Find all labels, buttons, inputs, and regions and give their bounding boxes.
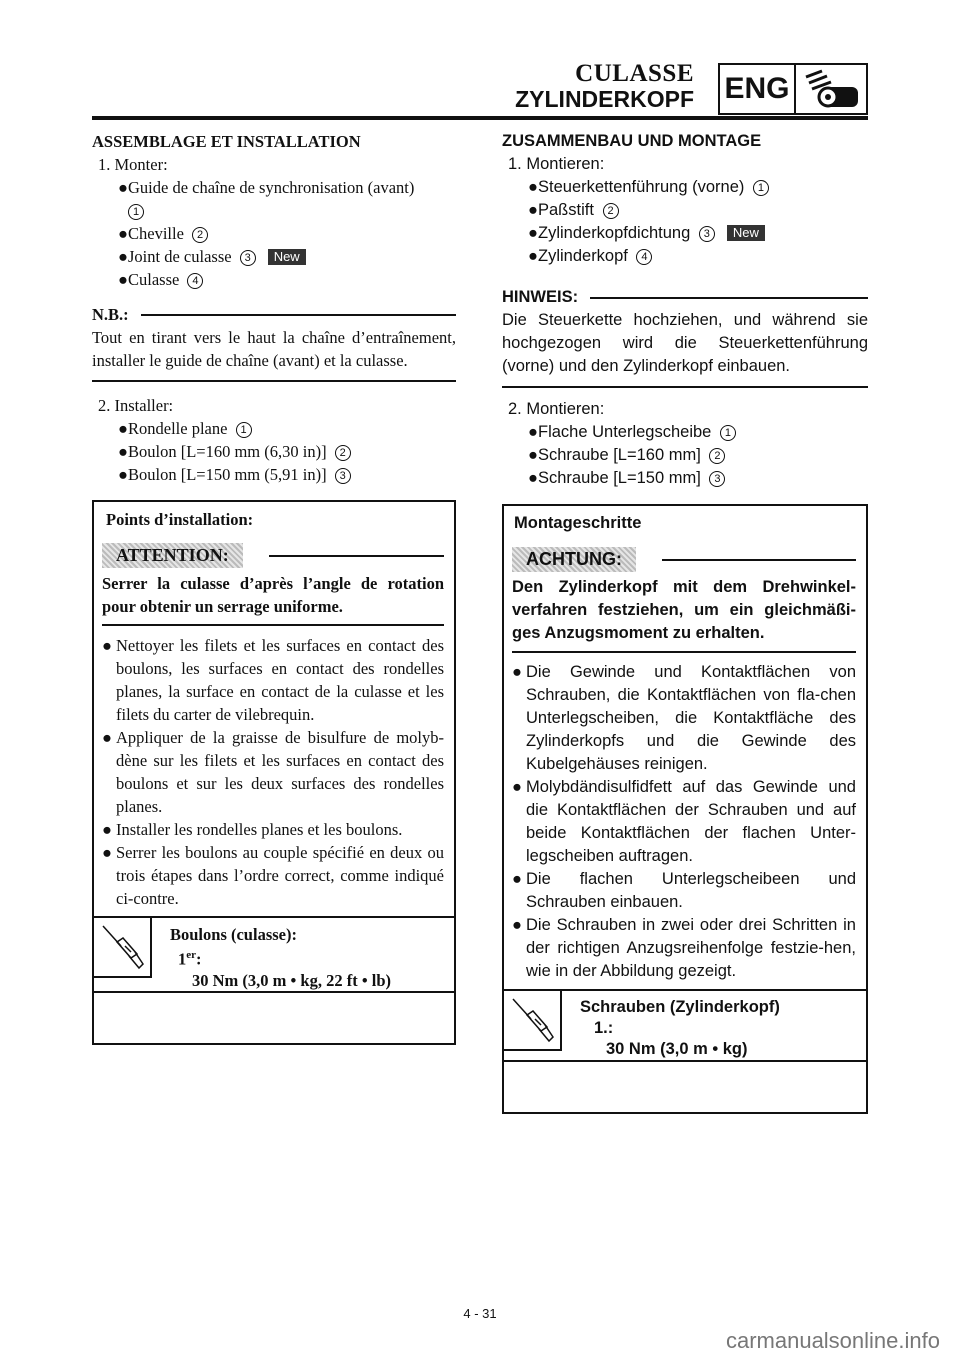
callout-number: 3	[240, 250, 256, 266]
caution-text: Den Zylinderkopf mit dem Drehwinkel-verfahren festziehen, um ein gleichmäßi-ges Anzugsmoment zu erhalten.	[512, 576, 856, 653]
bullet-item: ● Nettoyer les filets et les surfaces en contact des boulons, les surfaces en contact des rondelles planes, la surface en contact de la culasse et les filets du carter de vilebrequin.	[102, 636, 444, 724]
bullet-item: ● Molybdändisulfidfett auf das Gewinde und die Kontaktflächen der Schrauben und auf beide Kontaktflächen der flachen Unter-legscheiben auftragen.	[512, 778, 856, 865]
installation-box	[502, 504, 868, 1114]
list-item: ● Boulon [L=160 mm (6,30 in)] 2	[92, 440, 456, 463]
bullet-item: ● Appliquer de la graisse de bisulfure de molyb-dène sur les filets et les surfaces en contact des boulons et sur les deux surfaces des rondelles planes.	[102, 728, 444, 816]
french-column	[92, 130, 456, 1045]
callout-number: 1	[236, 422, 252, 438]
step-label: 1. Montieren:	[508, 155, 605, 173]
callout-number: 2	[709, 448, 725, 464]
bullet-item: ● Die flachen Unterlegscheibeen und Schrauben einbauen.	[512, 870, 856, 911]
torque-value: 30 Nm (3,0 m • kg, 22 ft • lb)	[192, 970, 391, 990]
installation-box	[92, 500, 456, 1045]
note-label: N.B.:	[92, 305, 129, 324]
step-label: 2. Installer:	[98, 396, 174, 415]
bullet-list	[512, 661, 856, 983]
list-item: ● Culasse 4	[92, 268, 456, 291]
list-item: ● Flache Unterlegscheibe 1	[502, 421, 868, 444]
callout-number: 1	[720, 425, 736, 441]
torque-value: 30 Nm (3,0 m • kg)	[606, 1040, 748, 1058]
callout-number: 4	[187, 273, 203, 289]
torque-spec	[504, 989, 866, 1060]
bullet-list	[102, 634, 444, 910]
header-rule	[92, 116, 868, 120]
callout-number: 3	[335, 468, 351, 484]
callout-number: 4	[636, 249, 652, 265]
page-number: 4 - 31	[463, 1306, 497, 1321]
caution-label: ATTENTION:	[102, 543, 243, 568]
callout-number: 1	[753, 180, 769, 196]
callout-number: 2	[192, 227, 208, 243]
torque-spec	[94, 916, 454, 991]
list-item: ● Paßstift 2	[502, 199, 868, 222]
box-footer	[504, 1060, 866, 1112]
list-item: ● Cheville 2	[92, 222, 456, 245]
torque-wrench-icon	[94, 918, 152, 978]
list-item: ● Guide de chaîne de synchronisation (avant)	[118, 178, 415, 197]
torque-step: 1.:	[594, 1019, 614, 1037]
note-header	[92, 303, 456, 326]
list-item: ● Rondelle plane 1	[92, 417, 456, 440]
list-item: ● Steuerkettenführung (vorne) 1	[502, 176, 868, 199]
list-item: ● Schraube [L=150 mm] 3	[502, 467, 868, 490]
section-title: ASSEMBLAGE ET INSTALLATION	[92, 132, 361, 151]
note-text: Tout en tirant vers le haut la chaîne d’entraînement, installer le guide de chaîne (avant) et la culasse.	[92, 326, 456, 382]
step-label: 2. Montieren:	[508, 400, 605, 418]
list-item: ● Boulon [L=150 mm (5,91 in)] 3	[92, 463, 456, 486]
section-tab	[718, 63, 868, 115]
list-item	[92, 199, 456, 222]
list-item: ● Schraube [L=160 mm] 2	[502, 444, 868, 467]
bullet-item: ● Die Schrauben in zwei oder drei Schritten in der richtigen Anzugsreihenfolge festzie-hen, wie in der Abbildung gezeigt.	[512, 916, 856, 980]
box-footer	[94, 991, 454, 1043]
caution-header	[102, 543, 444, 568]
caution-label: ACHTUNG:	[512, 547, 636, 572]
section-title: ZUSAMMENBAU UND MONTAGE	[502, 132, 762, 150]
header-title-german: ZYLINDERKOPF	[515, 86, 694, 112]
new-badge: New	[268, 249, 306, 265]
callout-number: 1	[128, 204, 144, 220]
torque-wrench-icon	[504, 991, 562, 1051]
list-item: ● Joint de culasse 3 New	[92, 245, 456, 268]
header-title-french: CULASSE	[575, 60, 694, 87]
box-title: Points d’installation:	[106, 510, 254, 529]
callout-number: 2	[335, 445, 351, 461]
eng-label: ENG	[720, 65, 796, 113]
bullet-item: ● Serrer les boulons au couple spécifié en deux ou trois étapes dans l’ordre correct, comme indiqué ci-contre.	[102, 843, 444, 908]
callout-number: 2	[603, 203, 619, 219]
engine-section-icon	[796, 65, 866, 113]
bullet-item: ● Die Gewinde und Kontaktflächen von Schrauben, die Kontaktflächen von fla-chen Unterlegscheiben, die Kontaktfläche des Zylinderkopfs und die Gewinde des Kubelgehäuses reinigen.	[512, 663, 856, 773]
list-item: ● Zylinderkopf 4	[502, 245, 868, 268]
callout-number: 3	[709, 471, 725, 487]
bullet-item: ● Installer les rondelles planes et les boulons.	[102, 820, 403, 839]
box-title: Montageschritte	[514, 514, 642, 532]
torque-step: 1er:	[178, 949, 202, 969]
new-badge: New	[727, 225, 765, 241]
torque-title: Schrauben (Zylinderkopf)	[580, 998, 780, 1016]
note-label: HINWEIS:	[502, 288, 579, 306]
note-text: Die Steuerkette hochziehen, und während sie hochgezogen wird die Steuerkettenführung (vorne) und den Zylinderkopf einbauen.	[502, 309, 868, 388]
list-item: ● Zylinderkopfdichtung 3 New	[502, 222, 868, 245]
note-header	[502, 286, 868, 309]
callout-number: 3	[699, 226, 715, 242]
watermark: carmanualsonline.info	[725, 1328, 940, 1353]
torque-title: Boulons (culasse):	[170, 925, 297, 944]
german-column	[502, 130, 868, 1114]
caution-header	[512, 547, 856, 572]
step-label: 1. Monter:	[98, 155, 168, 174]
caution-text: Serrer la culasse d’après l’angle de rotation pour obtenir un serrage uniforme.	[102, 572, 444, 626]
